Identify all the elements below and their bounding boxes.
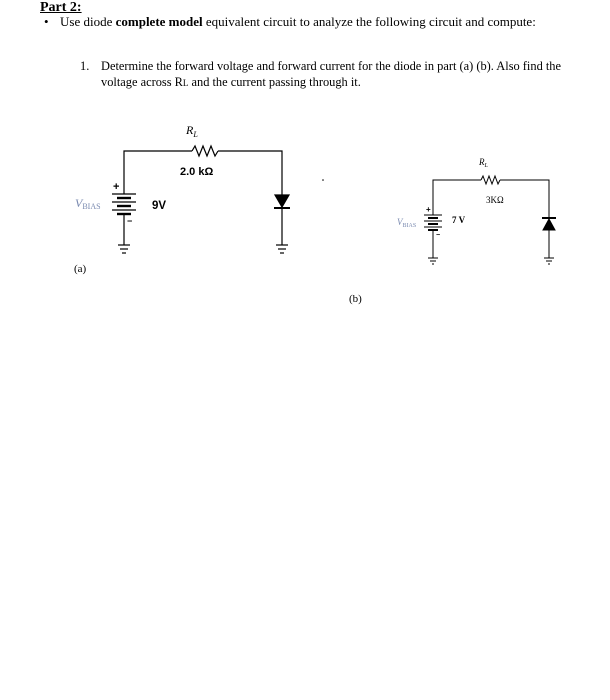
stray-dot [322,179,324,181]
question-number: 1. [80,59,90,73]
circuit-a [112,146,290,253]
circuit-a-battery-icon [112,194,136,214]
circuit-a-resistor-icon [192,146,218,156]
circuit-b-ground-right-icon [544,258,554,264]
circuit-a-ground-right-icon [276,245,288,253]
circuit-a-wire-top-right [218,151,282,195]
circuit-b-diode-icon [542,218,556,230]
question-line-1: Determine the forward voltage and forward current for the diode in part (a) (b). Also find the [101,59,562,73]
circuit-a-plus: + [113,181,120,193]
circuit-a-source-label: VBIAS [75,196,101,211]
circuit-a-ground-left-icon [118,245,130,253]
circuit-a-caption: (a) [74,263,87,275]
circuit-a-resistor-label: $R_L$ [186,123,198,139]
question-line-2: voltage across R [101,75,183,89]
circuit-b [424,176,556,264]
circuit-a-resistor-value: 2.0 kΩ [180,166,214,178]
circuit-b-source-label: $V_{BIAS}$ [397,217,417,229]
circuit-b-caption: (b) [349,293,362,305]
circuit-a-diode-icon [274,195,290,208]
circuit-a-source-value: 9V [152,200,167,212]
question-line-2-sub: L [182,78,189,88]
instruction-suffix: equivalent circuit to analyze the following circuit and compute: [202,14,536,29]
instruction-prefix: Use diode [60,14,116,29]
circuit-b-battery-icon [424,215,442,230]
circuit-b-wire-top-left [433,180,481,212]
instruction-bold: complete model [115,14,203,29]
circuit-b-minus: − [436,232,441,239]
circuit-b-plus: + [426,205,431,214]
circuit-b-ground-left-icon [428,258,438,264]
part-title: Part 2: [40,0,82,15]
circuit-b-wire-top-right [500,180,549,218]
bullet-icon: • [44,14,49,29]
question-line-2-end: and the current passing through it. [188,75,361,89]
circuit-b-resistor-label: $R_L$ [479,157,488,169]
circuit-b-resistor-icon [481,176,500,184]
circuit-b-resistor-value: 3KΩ [486,195,504,205]
circuit-a-minus: − [127,216,133,226]
circuit-b-source-value: 7 V [452,215,466,225]
